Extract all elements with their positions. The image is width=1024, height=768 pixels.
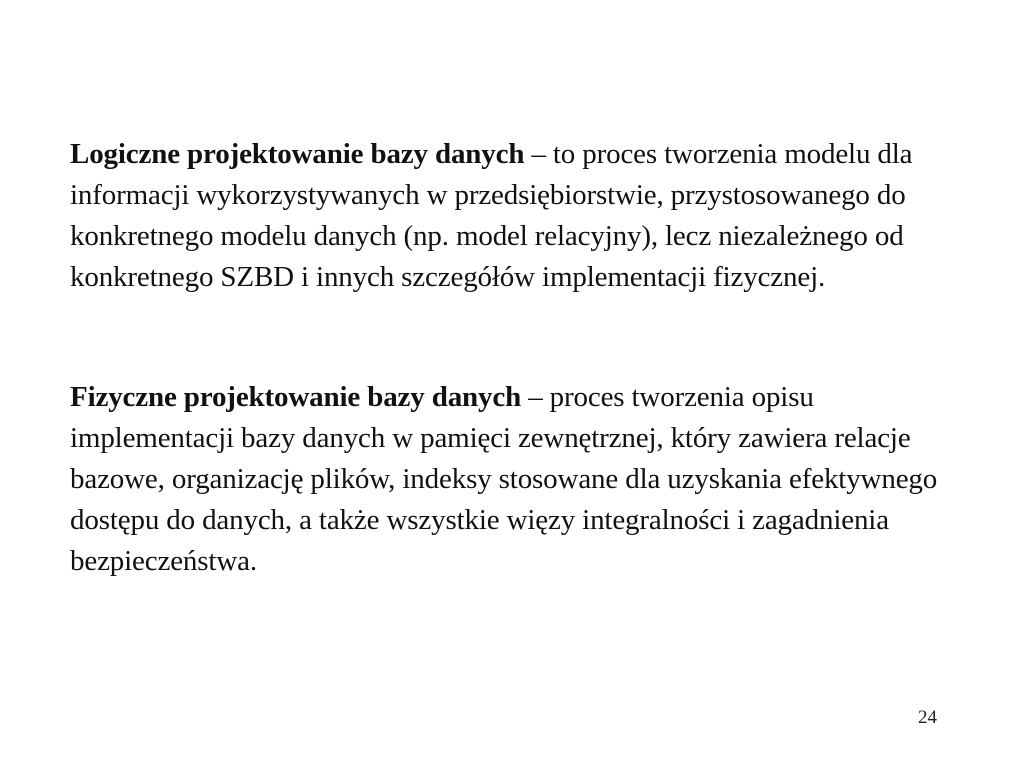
logical-design-description: – to proces tworzenia modelu dla informacji wykorzystywanych w przedsiębiorstwie, przystosowanego do konkretnego modelu danych (np. model relacyjny), lecz niezależnego od konkretnego SZBD i innych szczegółów implementacji fizycznej. [70,138,913,293]
logical-design-definition [70,134,960,298]
page-number: 24 [918,707,937,728]
physical-design-term: Fizyczne projektowanie bazy danych [70,381,522,413]
physical-design-definition [70,377,960,582]
logical-design-term: Logiczne projektowanie bazy danych [70,138,525,170]
physical-design-description: – proces tworzenia opisu implementacji bazy danych w pamięci zewnętrznej, który zawiera relacje bazowe, organizację plików, indeksy stosowane dla uzyskania efektywnego dostępu do danych, a także wszystkie więzy integralności i zagadnienia bezpieczeństwa. [70,381,938,577]
slide-content [70,134,960,582]
